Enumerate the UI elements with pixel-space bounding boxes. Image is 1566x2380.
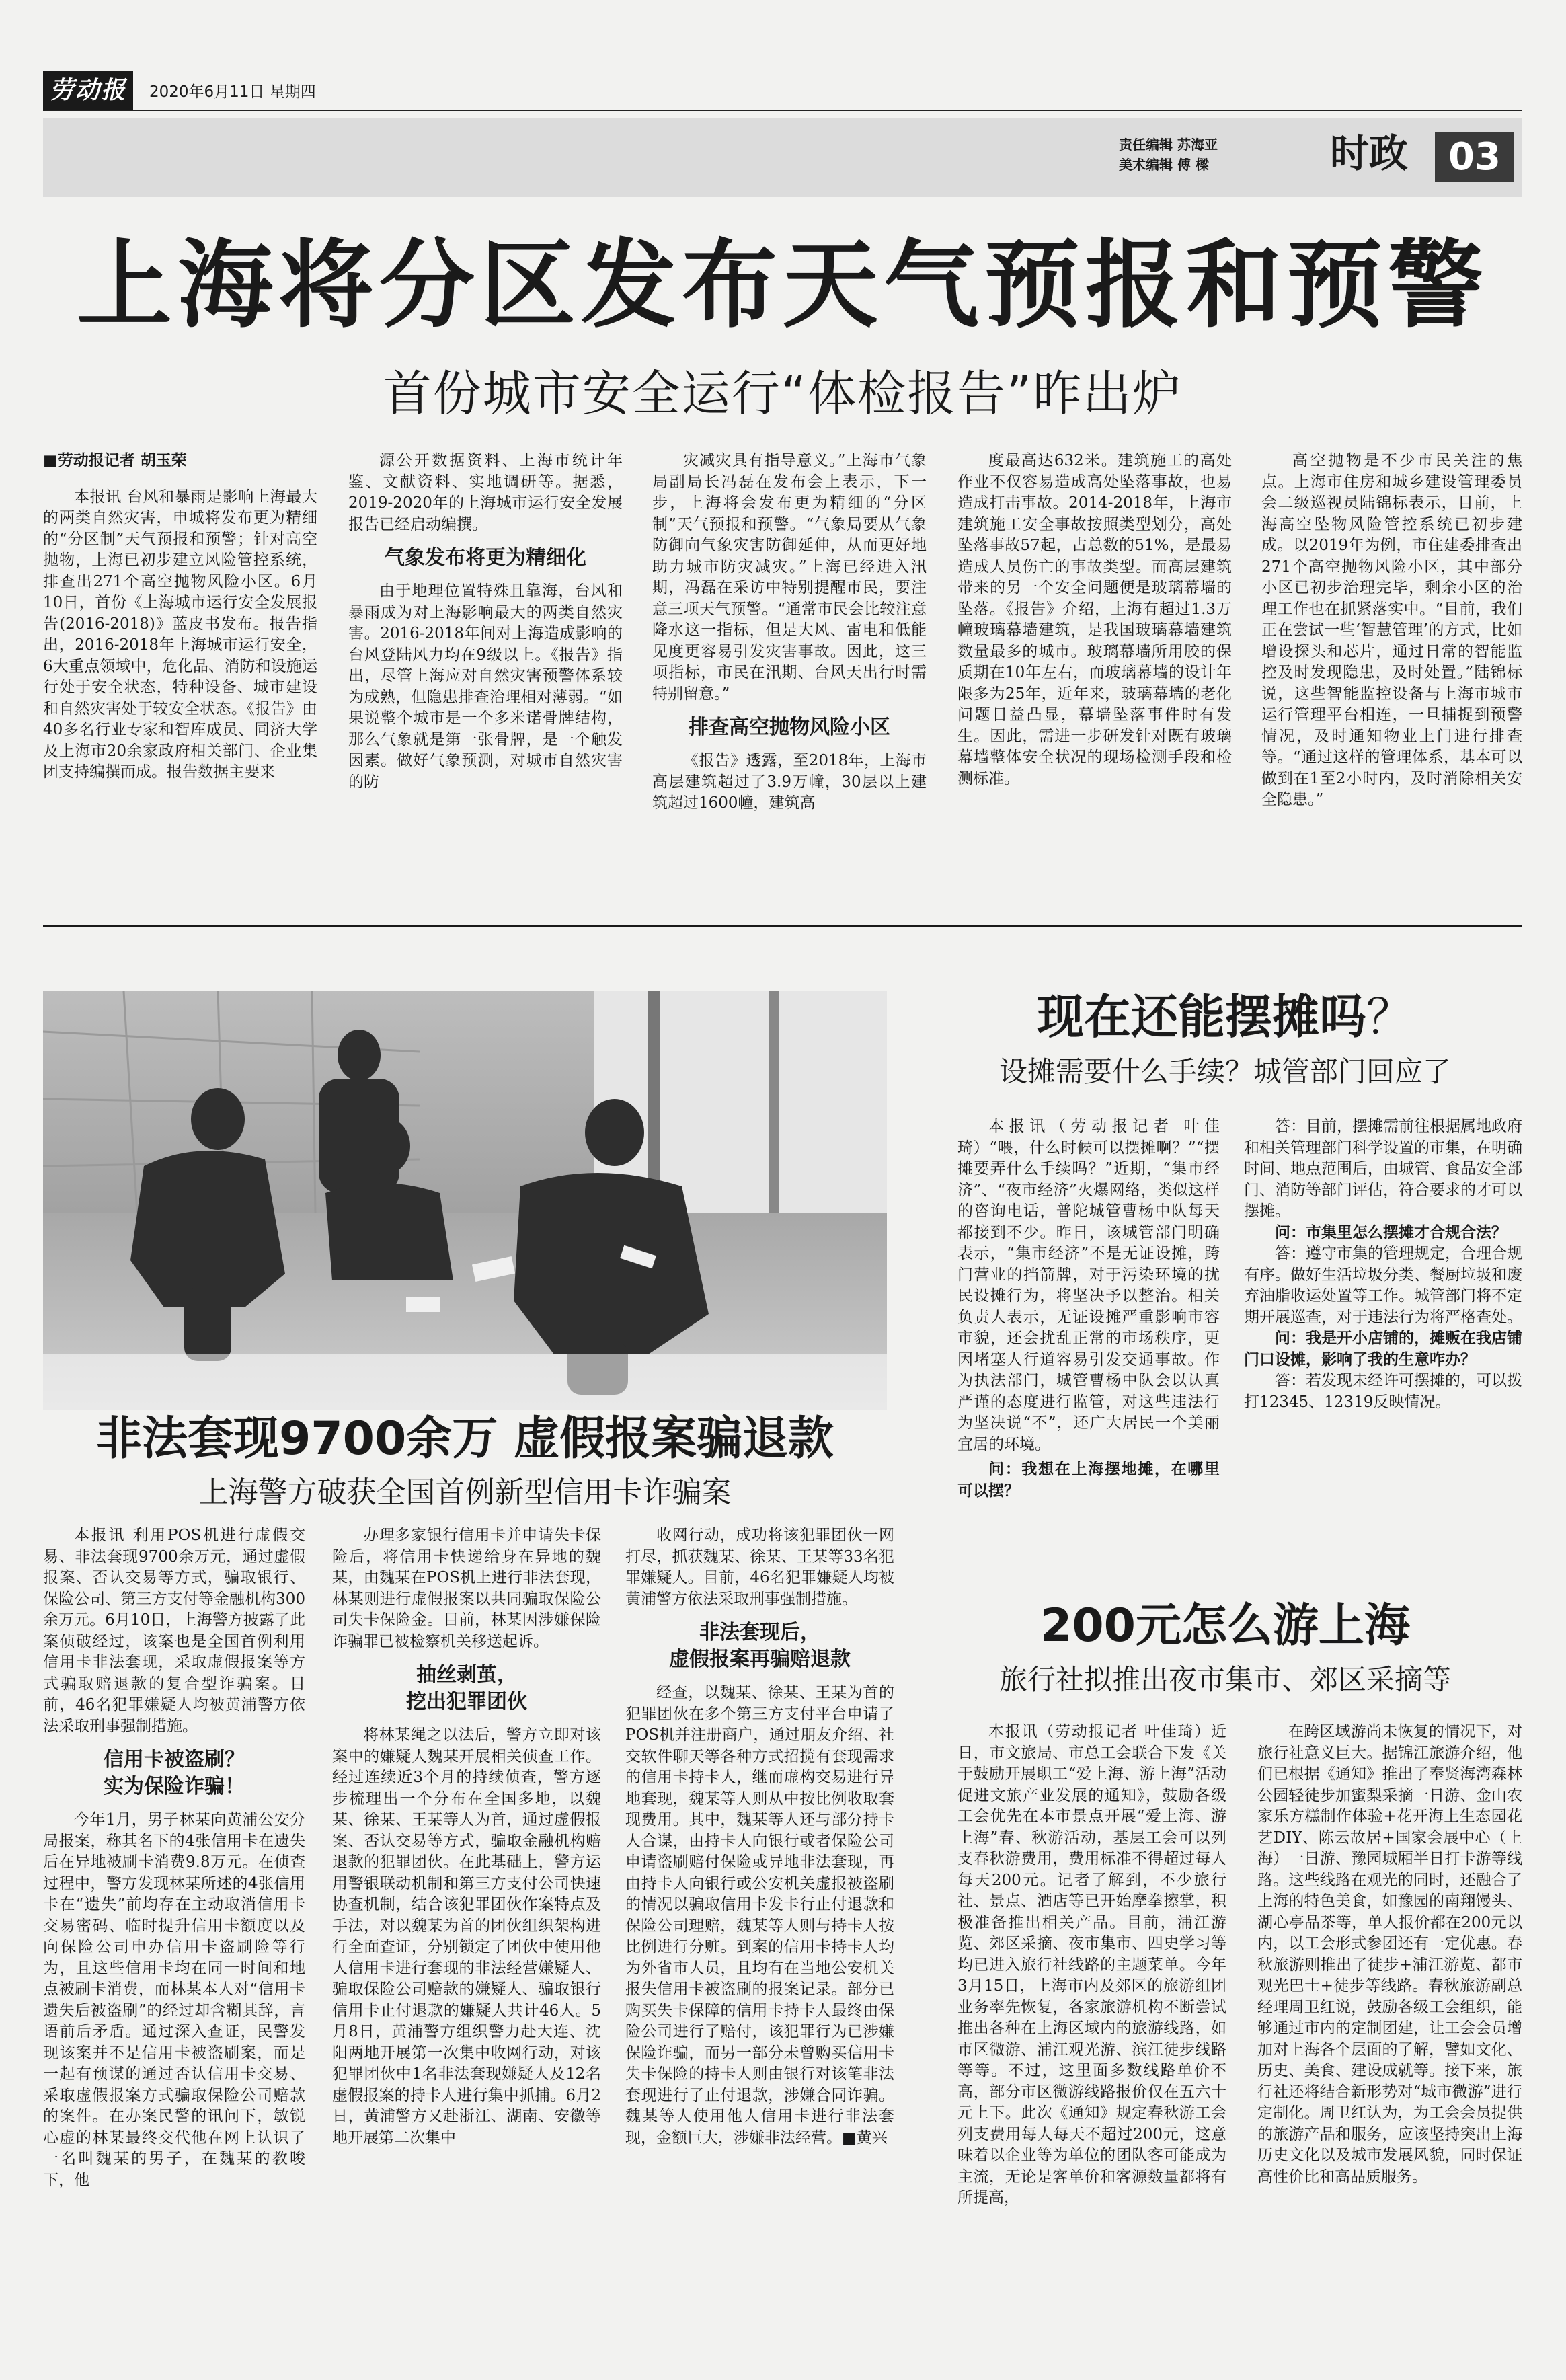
story1-col-3 [652, 451, 927, 915]
story4-col-2 [1257, 1722, 1522, 2367]
story2-col2a-text: 办理多家银行信用卡并申请失卡保险后，将信用卡快递给身在异地的魏某，由魏某在POS机上进行非法套现，林某则进行虚假报案以共同骗取保险公司失卡保险金。目前，林某因涉嫌保险诈骗罪已被检察机关移送起诉。 [332, 1527, 601, 1650]
story2-headline: 非法套现9700余万 虚假报案骗退款 [96, 1412, 834, 1465]
story1-col5-text: 高空抛物是不少市民关注的焦点。上海市住房和城乡建设管理委员会二级巡视员陆锦标表示，目前，上海高空坠物风险管控系统已初步建成。以2019年为例，市住建委排查出271个高空抛物风险小区，其中部分小区已初步治理完毕，剩余小区的治理工作也在抓紧落实中。“目前，我们正在尝试一些‘智慧管理’的方式，比如增设探头和芯片，通过日常的智能监控及时发现隐患，及时处置。”陆锦标说，这些智能监控设备与上海市城市运行管理平台相连，一旦捕捉到预警情况，及时通知物业上门进行排查等。“通过这样的管理体系，基本可以做到在1至2小时内，及时消除相关安全隐患。” [1261, 452, 1522, 808]
story3-answer-1: 答：目前，摆摊需前往根据属地政府和相关管理部门科学设置的市集，在明确时间、地点范围后，由城管、食品安全部门、消防等部门评估，符合要求的才可以摆摊。 [1244, 1118, 1522, 1220]
story1-col-2 [348, 451, 623, 915]
story2-col3a-text: 收网行动，成功将该犯罪团伙一网打尽，抓获魏某、徐某、王某等33名犯罪嫌疑人。目前，46名犯罪嫌疑人均被黄浦警方依法采取刑事强制措施。 [625, 1527, 894, 1608]
story3-answer-2: 答：遵守市集的管理规定，合理合规有序。做好生活垃圾分类、餐厨垃圾和废弃油脂收运处置等工作。城管部门将不定期开展巡查，对于违法行为将严格查处。 [1244, 1245, 1522, 1326]
story1-col-1 [43, 451, 317, 915]
story2-col2b-text: 将林某绳之以法后，警方立即对该案中的嫌疑人魏某开展相关侦查工作。经过连续近3个月的持续侦查，警方逐步梳理出一个分布在全国多地，以魏某、徐某、王某等人为首，通过虚假报案、否认交易等方式，骗取金融机构赔退款的犯罪团伙。在此基础上，警方运用警银联动机制和第三方支付公司快速协查机制，结合该犯罪团伙作案特点及手法，对以魏某为首的团伙组织架构进行全面查证，分别锁定了团伙中使用他人信用卡进行套现的非法经营嫌疑人、骗取保险公司赔款的嫌疑人、骗取银行信用卡止付退款的嫌疑人共计46人。5月8日，黄浦警方组织警力赴大连、沈阳两地开展第一次集中收网行动，对该犯罪团伙中1名非法套现嫌疑人及12名虚假报案的持卡人进行集中抓捕。6月2日，黄浦警方又赴浙江、湖南、安徽等地开展第二次集中 [332, 1726, 601, 2147]
story3-headline [928, 987, 1522, 1046]
story1-subhead: 首份城市安全运行“体检报告”昨出炉 [383, 365, 1183, 422]
police-photo-illustration [43, 991, 887, 1410]
story3-col-2 [1244, 1116, 1522, 1580]
issue-date: 2020年6月11日 星期四 [149, 83, 316, 101]
story2-col-1 [43, 1525, 305, 2366]
page-number: 03 [1435, 132, 1514, 182]
story3-col-1 [957, 1116, 1220, 1580]
story3-question-2: 问：市集里怎么摆摊才合规合法？ [1275, 1223, 1507, 1241]
story3-headline-text: 现在还能摆摊吗 [1037, 989, 1366, 1044]
story4-col2-text: 在跨区域游尚未恢复的情况下，对旅行社意义巨大。据锦江旅游介绍，他们已根据《通知》推出了奉贤海湾森林公园轻徒步加蜜梨采摘一日游、金山农家乐方糕制作体验+花开海上生态园花艺DIY、陈云故居+国家会展中心（上海）一日游、豫园城厢半日打卡游等线路。这些线路在观光的同时，还融合了上海的特色美食，如豫园的南翔馒头、湖心亭品茶等，单人报价都在200元以内，以工会形式参团还有一定优惠。春秋旅游则推出了徒步+浦江游览、都市观光巴士+徒步等线路。春秋旅游副总经理周卫红说，鼓励各级工会组织，能够通过市内的定制团建，让工会会员增加对上海各个层面的了解，譬如文化、历史、美食、建设成就等。接下来，旅行社还将结合新形势对“城市微游”进行定制化。周卫红认为，为工会会员提供的旅游产品和服务，应该坚持突出上海历史文化以及城市发展风貌，同时保证高性价比和高品质服务。 [1257, 1723, 1522, 2186]
story1-col4-text: 度最高达632米。建筑施工的高处作业不仅容易造成高处坠落事故，也易造成打击事故。2014-2018年，上海市建筑施工安全事故按照类型划分，高处坠落事故57起，占总数的51%，是最易造成人员伤亡的事故类型。而高层建筑带来的另一个安全问题便是玻璃幕墙的坠落。《报告》介绍，上海有超过1.3万幢玻璃幕墙建筑，是我国玻璃幕墙建筑数量最多的城市。玻璃幕墙所用胶的保质期在10年左右，而玻璃幕墙的设计年限多为25年，近年来，玻璃幕墙的老化问题日益凸显，幕墙坠落事件时有发生。因此，需进一步研发针对既有玻璃幕墙整体安全状况的现场检测手段和检测标准。 [957, 452, 1232, 788]
story4-col-1 [957, 1722, 1226, 2367]
story4-subhead: 旅行社拟推出夜市集市、郊区采摘等 [999, 1663, 1451, 1696]
story2-col1a-text: 本报讯 利用POS机进行虚假交易、非法套现9700余万元，通过虚假报案、否认交易等方式，骗取银行、保险公司、第三方支付等金融机构300余万元。6月10日，上海警方披露了此案侦破经过，该案也是全国首例利用信用卡非法套现，采取虚假报案等方式骗取赔退款的复合型诈骗案。目前，46名犯罪嫌疑人均被黄浦警方依法采取刑事强制措施。 [43, 1527, 305, 1735]
story3-answer-3: 答：若发现未经许可摆摊的，可以拨打12345、12319反映情况。 [1244, 1372, 1522, 1411]
story1-col1-text: 本报讯 台风和暴雨是影响上海最大的两类自然灾害，申城将发布更为精细的“分区制”天气预报和预警；针对高空抛物，上海已初步建立风险管控系统，排查出271个高空抛物风险小区。6月10日，首份《上海城市运行安全发展报告(2016-2018)》蓝皮书发布。报告指出，2016-2018年上海城市运行安全，6大重点领域中，危化品、消防和设施运行处于安全状态，特种设备、城市建设和自然灾害处于较安全状态。《报告》由40多名行业专家和智库成员、同济大学及上海市20余家政府相关部门、企业集团支持编撰而成。报告数据主要来 [43, 488, 317, 781]
story3-question-3: 问：我是开小店铺的，摊贩在我店铺门口设摊，影响了我的生意咋办？ [1244, 1330, 1522, 1369]
story2-col-2 [332, 1525, 601, 2366]
story2-col1b-text: 今年1月，男子林某向黄浦公安分局报案，称其名下的4张信用卡在遗失后在异地被刷卡消费9.8万元。在侦查过程中，警方发现林某所述的4张信用卡在“遗失”前均存在主动取消信用卡交易密码、临时提升信用卡额度以及向保险公司申办信用卡盗刷险等行为，且这些信用卡均在同一时间和地点被刷卡消费，而林某本人对“信用卡遗失后被盗刷”的经过却含糊其辞，言语前后矛盾。通过深入查证，民警发现该案并不是信用卡被盗刷案，而是一起有预谋的通过否认信用卡交易、采取虚假报案方式骗取保险公司赔款的案件。在办案民警的讯问下，敏锐心虚的林某最终交代他在网上认识了一名叫魏某的男子，在魏某的教唆下，他 [43, 1811, 305, 2189]
editor-credits [1119, 135, 1218, 175]
masthead-logo: 劳动报 [43, 71, 133, 110]
police-investigation-photo [43, 991, 887, 1410]
story2-subhead: 上海警方破获全国首例新型信用卡诈骗案 [198, 1475, 732, 1510]
story1-col-4 [957, 451, 1232, 915]
story1-col-5 [1261, 451, 1522, 915]
story2-subsection-trace: 抽丝剥茧， 挖出犯罪团伙 [406, 1663, 527, 1714]
story1-subsection-highrise: 排查高空抛物风险小区 [689, 716, 890, 739]
story2-col3b-text: 经查，以魏某、徐某、王某为首的犯罪团伙在多个第三方支付平台申请了POS机并注册商户，通过朋友介绍、社交软件聊天等各种方式招揽有套现需求的信用卡持卡人，继而虚构交易进行异地套现，魏某等人则从中按比例收取套现费用。其中，魏某等人还与部分持卡人合谋，由持卡人向银行或者保险公司申请盗刷赔付保险或异地非法套现，再由持卡人向银行或公安机关虚报被盗刷的情况以骗取信用卡发卡行止付退款和保险公司理赔，魏某等人则与持卡人按比例进行分赃。到案的信用卡持卡人均为外省市人员，且均有在当地公安机关报失信用卡被盗刷的报案记录。部分已购买失卡保障的信用卡持卡人最终由保险公司进行了赔付，该犯罪行为已涉嫌保险诈骗，而另一部分未曾购买信用卡失卡保险的持卡人则由银行对该笔非法套现进行了止付退款，涉嫌合同诈骗。魏某等人使用他人信用卡进行非法套现，金额巨大，涉嫌非法经营。■黄兴 [625, 1684, 894, 2147]
story1-byline: ■劳动报记者 胡玉荣 [43, 452, 187, 469]
story1-col2b-text: 由于地理位置特殊且靠海，台风和暴雨成为对上海影响最大的两类自然灾害。2016-2018年间对上海造成影响的台风登陆风力均在9级以上。《报告》指出，尽管上海应对自然灾害预警体系较为成熟，但隐患排查治理相对薄弱。“如果说整个城市是一个多米诺骨牌结构，那么气象就是第一张骨牌，是一个触发因素。做好气象预测，对城市自然灾害的防 [348, 582, 623, 791]
story3-headline-mark: ？ [1366, 989, 1413, 1044]
section-name: 时政 [1330, 130, 1409, 176]
story3-col1-text: 本报讯（劳动报记者 叶佳琦）“喂，什么时候可以摆摊啊？”“摆摊要弄什么手续吗？”近期，“集市经济”、“夜市经济”火爆网络，类似这样的咨询电话，普陀城管曹杨中队每天都接到不少。昨日，该城管部门明确表示，“集市经济”不是无证设摊，跨门营业的挡箭牌，对于污染环境的扰民设摊行为，将坚决予以整治。相关负责人表示，无证设摊严重影响市容市貌，还会扰乱正常的市场秩序，更因堵塞人行道容易引发交通事故。作为执法部门，城管曹杨中队会以认真严谨的态度进行监管，对这些违法行为坚决说“不”，还广大居民一个美丽宜居的环境。 [957, 1118, 1220, 1453]
story2-subsection-cashout: 非法套现后， 虚假报案再骗赔退款 [669, 1621, 851, 1671]
story2-col-3 [625, 1525, 894, 2366]
section-band [43, 118, 1522, 197]
story2-subsection-card: 信用卡被盗刷？ 实为保险诈骗！ [104, 1748, 245, 1798]
editor-line: 美术编辑 傅 樑 [1119, 157, 1209, 173]
story1-col3b-text: 《报告》透露，至2018年，上海市高层建筑超过了3.9万幢，30层以上建筑超过1600幢，建筑高 [652, 752, 927, 812]
story4-col1-text: 本报讯（劳动报记者 叶佳琦）近日，市文旅局、市总工会联合下发《关于鼓励开展职工“爱上海、游上海”活动 促进文旅产业发展的通知》，鼓励各级工会优先在本市景点开展“爱上海、游上海”春、秋游活动，基层工会可以列支春秋游费用，费用标准不得超过每人每天200元。记者了解到，不少旅行社、景点、酒店等已开始摩拳擦掌，积极准备推出相关产品。目前，浦江游览、郊区采摘、夜市集市、四史学习等均已进入旅行社线路的主题菜单。今年3月15日，上海市内及郊区的旅游组团业务率先恢复，各家旅游机构不断尝试推出各种在上海区域内的旅游线路，如市区微游、浦江观光游、滨江徒步线路等等。不过，这里面多数线路单价不高，部分市区微游线路报价仅在五六十元上下。此次《通知》规定春秋游工会列支费用每人每天不超过200元，这意味着以企业等为单位的团队客可能成为主流，无论是客单价和客源数量都将有所提高， [957, 1723, 1226, 2206]
story1-col3a-text: 灾减灾具有指导意义。”上海市气象局副局长冯磊在发布会上表示，下一步，上海将会发布更为精细的“分区制”天气预报和预警。“气象局要从气象防御向气象灾害防御延伸，从而更好地助力城市防灾减灾。”上海已经进入汛期，冯磊在采访中特别提醒市民，要注意三项天气预警。“通常市民会比较注意降水这一指标，但是大风、雷电和低能见度更容易引发灾害事故。因此，这三项指标，市民在汛期、台风天出行时需特别留意。” [652, 452, 927, 703]
story1-subsection-weather: 气象发布将更为精细化 [385, 546, 586, 570]
section-divider [43, 925, 1522, 927]
masthead-rule [43, 110, 1522, 111]
story1-headline: 上海将分区发布天气预报和预警 [77, 230, 1489, 341]
editor-line: 责任编辑 苏海亚 [1119, 137, 1218, 153]
story3-question-1: 问：我想在上海摆地摊，在哪里可以摆？ [957, 1461, 1220, 1500]
story1-col2a-text: 源公开数据资料、上海市统计年鉴、文献资料、实地调研等。据悉，2019-2020年的上海城市运行安全发展报告已经启动编撰。 [348, 452, 623, 533]
story4-headline: 200元怎么游上海 [1040, 1599, 1410, 1652]
story3-subhead: 设摊需要什么手续？城管部门回应了 [999, 1055, 1451, 1088]
